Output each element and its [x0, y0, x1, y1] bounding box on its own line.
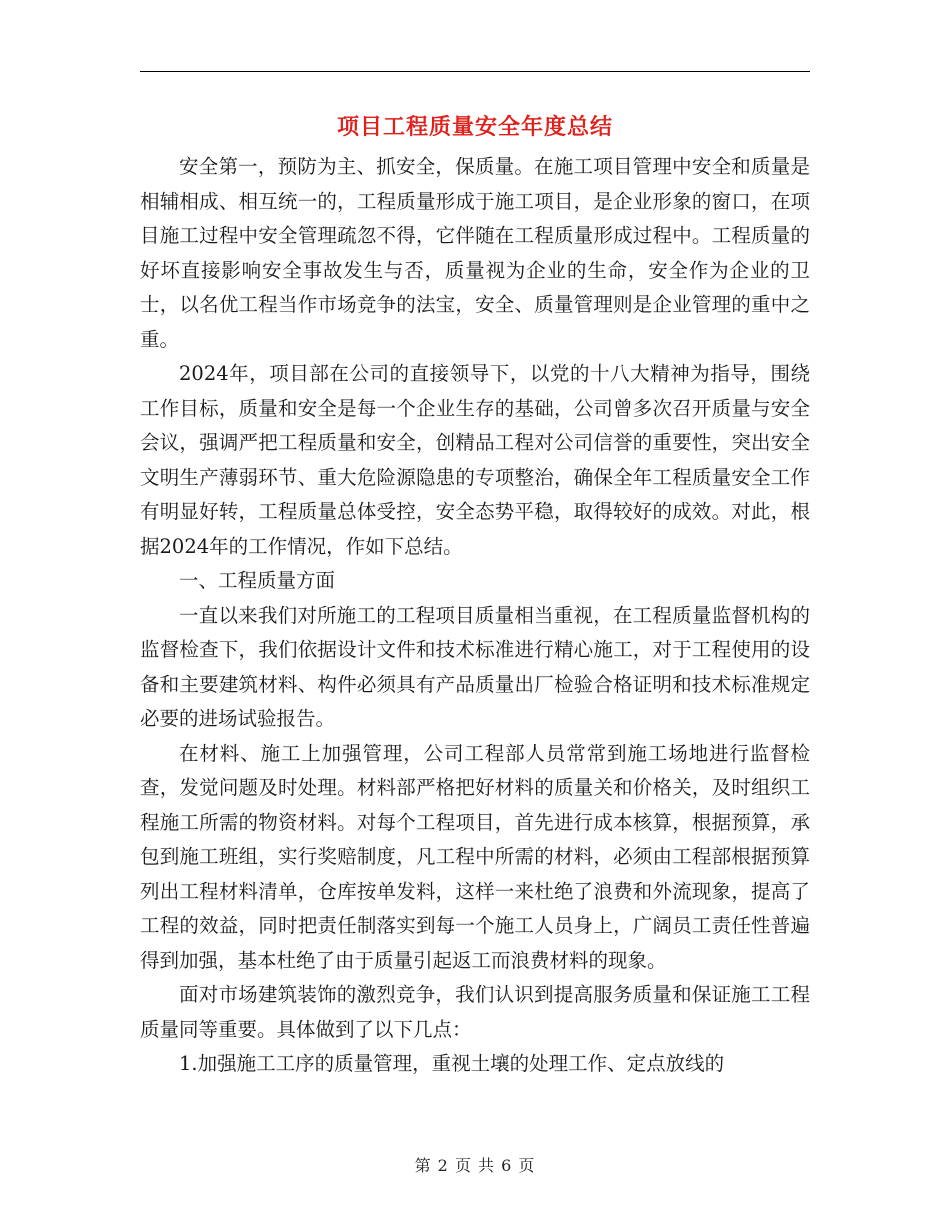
list-item-1: 1.加强施工工序的质量管理，重视土壤的处理工作、定点放线的 — [179, 1052, 725, 1075]
section-heading-quality: 一、工程质量方面 — [179, 569, 336, 592]
page-number: 第 2 页 共 6 页 — [414, 1156, 536, 1175]
paragraph-materials-management: 在材料、施工上加强管理，公司工程部人员常常到施工场地进行监督检查，发觉问题及时处理。材料部严格把好材料的质量关和价格关，及时组织工程施工所需的物资材料。对每个工程项目，首先进行成本核算，根据预算，承包到施工班组，实行奖赔制度，凡工程中所需的材料，必须由工程部根据预算列出工程材料清单，仓库按单发料，这样一来杜绝了浪费和外流现象，提高了工程的效益，同时把责任制落实到每一个施工人员身上，广阔员工责任性普遍得到加强，基本杜绝了由于质量引起返工而浪费材料的现象。 — [140, 741, 810, 972]
document-body — [140, 150, 810, 1082]
paragraph-quality-supervision: 一直以来我们对所施工的工程项目质量相当重视，在工程质量监督机构的监督检查下，我们依据设计文件和技术标准进行精心施工，对于工程使用的设备和主要建筑材料、构件必须具有产品质量出厂检验合格证明和技术标准规定必要的进场试验报告。 — [140, 603, 810, 730]
header-rule — [140, 71, 810, 72]
paragraph-market-competition: 面对市场建筑装饰的激烈竞争，我们认识到提高服务质量和保证施工工程质量同等重要。具体做到了以下几点： — [140, 983, 810, 1041]
document-title: 项目工程质量安全年度总结 — [336, 114, 613, 140]
paragraph-overview: 2024年，项目部在公司的直接领导下，以党的十八大精神为指导，围绕工作目标，质量和安全是每一个企业生存的基础，公司曾多次召开质量与安全会议，强调严把工程质量和安全，创精品工程对公司信誉的重要性，突出安全文明生产薄弱环节、重大危险源隐患的专项整治，确保全年工程质量安全工作有明显好转，工程质量总体受控，安全态势平稳，取得较好的成效。对此，根据2024年的工作情况，作如下总结。 — [140, 362, 810, 558]
paragraph-intro: 安全第一，预防为主、抓安全，保质量。在施工项目管理中安全和质量是相辅相成、相互统一的，工程质量形成于施工项目，是企业形象的窗口，在项目施工过程中安全管理疏忽不得，它伴随在工程质量形成过程中。工程质量的好坏直接影响安全事故发生与否，质量视为企业的生命，安全作为企业的卫士，以名优工程当作市场竞争的法宝，安全、质量管理则是企业管理的重中之重。 — [140, 155, 810, 351]
